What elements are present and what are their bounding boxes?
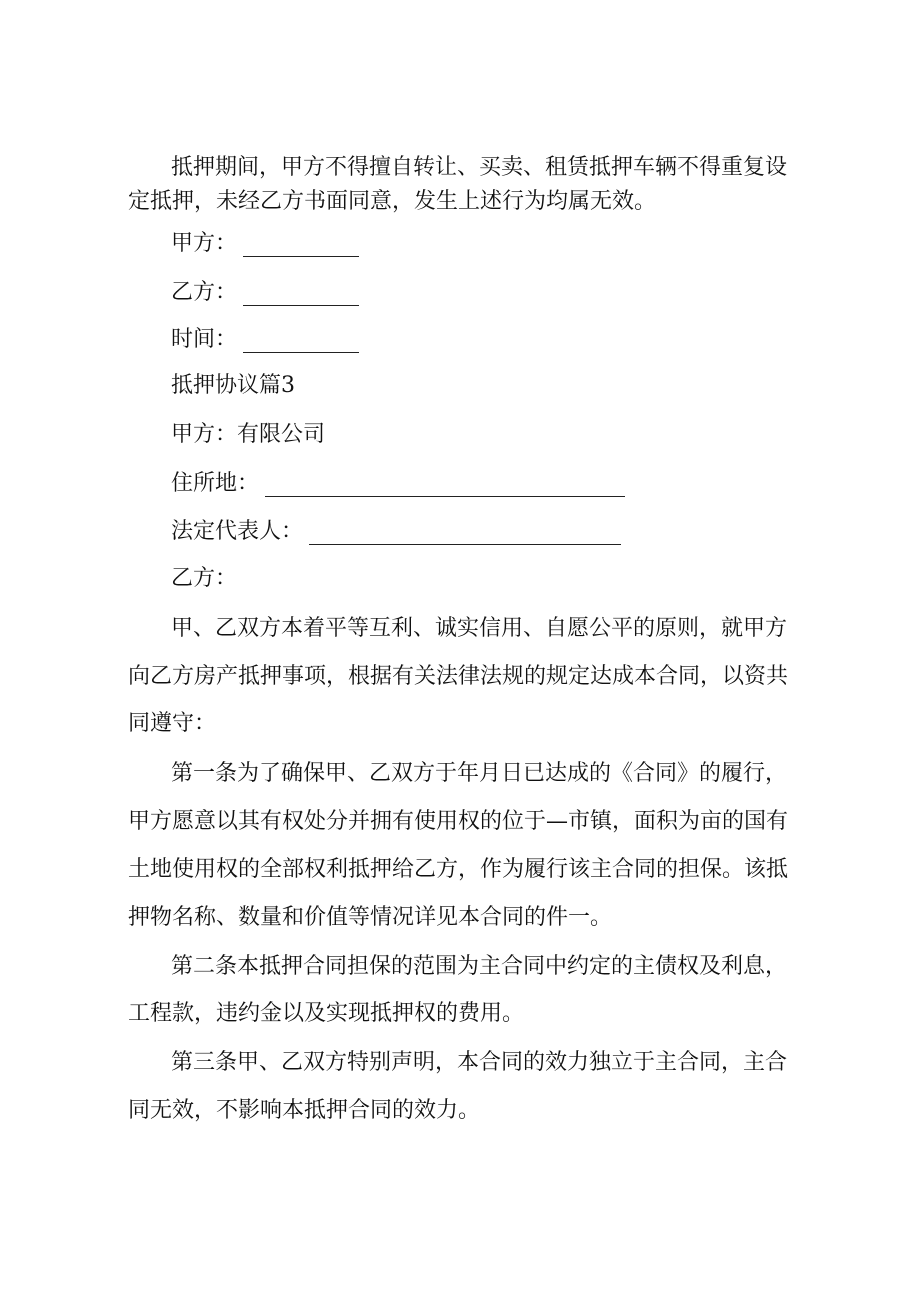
paragraph-3-line-3: 土地使用权的全部权利抵押给乙方，作为履行该主合同的担保。该抵 <box>128 857 789 882</box>
signature-party-b-label: 乙方： <box>171 280 238 305</box>
legal-rep-field <box>171 510 621 554</box>
signature-party-a-blank <box>243 232 359 257</box>
signature-party-b <box>171 271 359 315</box>
paragraph-4-line-1: 第二条本抵押合同担保的范围为主合同中约定的主债权及利息， <box>171 954 788 979</box>
paragraph-5-line-1: 第三条甲、乙双方特别声明，本合同的效力独立于主合同，主合 <box>171 1050 788 1075</box>
paragraph-1-line-1: 抵押期间，甲方不得擅自转让、买卖、租赁抵押车辆不得重复设 <box>171 155 788 180</box>
signature-time-label: 时间： <box>171 327 238 352</box>
paragraph-2-line-3: 同遵守： <box>128 711 217 736</box>
signature-party-a-label: 甲方： <box>171 231 238 256</box>
signature-time-blank <box>243 328 359 353</box>
paragraph-1-line-2: 定抵押，未经乙方书面同意，发生上述行为均属无效。 <box>128 189 657 214</box>
paragraph-5-line-2: 同无效，不影响本抵押合同的效力。 <box>128 1098 481 1123</box>
address-label: 住所地： <box>171 471 260 496</box>
paragraph-2-line-1: 甲、乙双方本着平等互利、诚实信用、自愿公平的原则，就甲方 <box>171 616 788 641</box>
paragraph-3-line-1: 第一条为了确保甲、乙双方于年月日已达成的《合同》的履行， <box>171 761 788 786</box>
paragraph-3-line-2: 甲方愿意以其有权处分并拥有使用权的位于—市镇，面积为亩的国有 <box>128 809 789 834</box>
signature-time <box>171 318 359 362</box>
paragraph-3-line-4: 押物名称、数量和价值等情况详见本合同的件一。 <box>128 905 613 930</box>
address-field <box>171 462 625 506</box>
signature-party-a <box>171 222 359 266</box>
address-blank <box>265 472 625 497</box>
paragraph-4-line-2: 工程款，违约金以及实现抵押权的费用。 <box>128 1001 525 1026</box>
section-heading: 抵押协议篇3 <box>171 373 295 398</box>
legal-rep-blank <box>309 520 621 545</box>
party-a-name: 甲方：有限公司 <box>171 422 326 447</box>
legal-rep-label: 法定代表人： <box>171 519 304 544</box>
party-b-label: 乙方： <box>171 566 238 591</box>
signature-party-b-blank <box>243 281 359 306</box>
paragraph-2-line-2: 向乙方房产抵押事项，根据有关法律法规的规定达成本合同，以资共 <box>128 664 789 689</box>
